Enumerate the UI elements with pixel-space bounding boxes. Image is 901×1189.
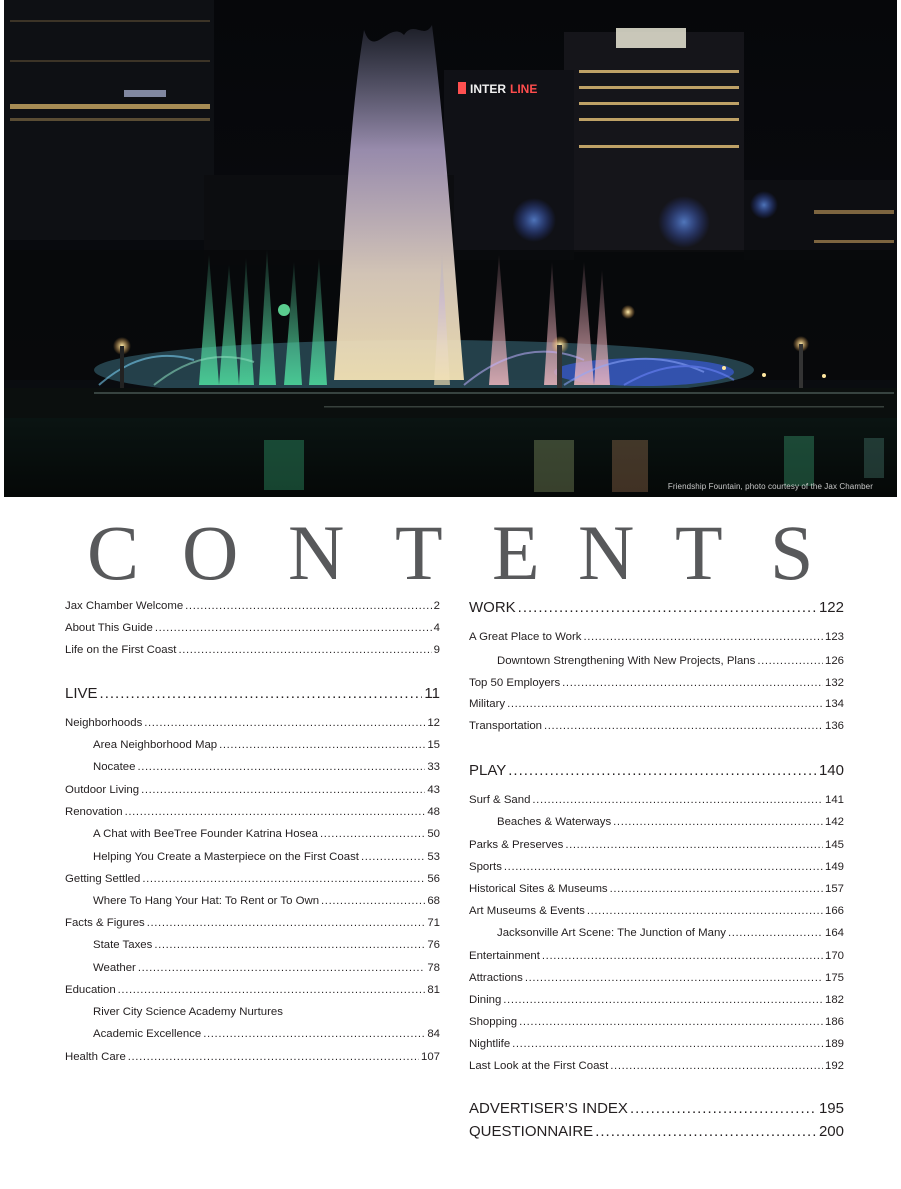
toc-section-heading[interactable]: WORK ..... 122 — [469, 598, 844, 618]
toc-entry[interactable]: Transportation ..... 136 — [469, 718, 844, 734]
toc-subentry[interactable]: Downtown Strengthening With New Projects, Plans ..... 126 — [469, 653, 844, 669]
toc-entry[interactable]: Last Look at the First Coast ..... 192 — [469, 1058, 844, 1074]
toc-entry[interactable]: Attractions ..... 175 — [469, 970, 844, 986]
toc-subentry[interactable]: Jacksonville Art Scene: The Junction of Many ..... 164 — [469, 925, 844, 941]
toc-subentry[interactable]: River City Science Academy Nurtures — [93, 1006, 283, 1018]
fountain-night-photo — [4, 0, 897, 497]
title-letter: O — [182, 509, 239, 596]
toc-entry[interactable]: Health Care ..... 107 — [65, 1049, 440, 1065]
toc-subentry[interactable]: Beaches & Waterways ..... 142 — [469, 814, 844, 830]
title-letter: T — [675, 509, 723, 596]
toc-subentry[interactable]: Helping You Create a Masterpiece on the First Coast ..... 53 — [65, 849, 440, 865]
toc-subentry[interactable]: Area Neighborhood Map ..... 15 — [65, 737, 440, 753]
toc-entry[interactable]: Top 50 Employers ..... 132 — [469, 675, 844, 691]
toc-subentry[interactable]: A Chat with BeeTree Founder Katrina Hosea ..... 50 — [65, 826, 440, 842]
toc-entry[interactable]: About This Guide ..... 4 — [65, 620, 440, 636]
title-letter: E — [492, 509, 540, 596]
toc-entry[interactable]: Renovation ..... 48 — [65, 804, 440, 820]
toc-entry[interactable]: Outdoor Living ..... 43 — [65, 782, 440, 798]
toc-section-heading[interactable]: PLAY ..... 140 — [469, 761, 844, 781]
photo-caption: Friendship Fountain, photo courtesy of the Jax Chamber — [667, 482, 873, 491]
toc-entry[interactable]: Sports ..... 149 — [469, 859, 844, 875]
toc-entry[interactable]: Getting Settled ..... 56 — [65, 871, 440, 887]
title-letter: N — [288, 509, 345, 596]
toc-entry[interactable]: Art Museums & Events ..... 166 — [469, 903, 844, 919]
toc-subentry[interactable]: Nocatee ..... 33 — [65, 759, 440, 775]
toc-entry[interactable]: Facts & Figures ..... 71 — [65, 915, 440, 931]
toc-section-heading[interactable]: ADVERTISER’S INDEX ..... 195 — [469, 1099, 844, 1119]
title-letter: T — [395, 509, 443, 596]
toc-entry[interactable]: Jax Chamber Welcome ..... 2 — [65, 598, 440, 614]
toc-entry[interactable]: Shopping ..... 186 — [469, 1014, 844, 1030]
sign-text-inter: INTER — [470, 82, 506, 96]
title-letter: N — [578, 509, 635, 596]
toc-subentry[interactable]: Academic Excellence ..... 84 — [65, 1026, 440, 1042]
page-title — [0, 508, 901, 598]
toc-subentry[interactable]: Weather ..... 78 — [65, 960, 440, 976]
title-letter: S — [770, 509, 814, 596]
toc-entry[interactable]: Dining ..... 182 — [469, 992, 844, 1008]
toc-subentry[interactable]: Where To Hang Your Hat: To Rent or To Own ..... 68 — [65, 893, 440, 909]
title-letter: C — [87, 509, 140, 596]
hero-photo — [4, 0, 897, 497]
toc-entry[interactable]: Parks & Preserves ..... 145 — [469, 837, 844, 853]
toc-entry[interactable]: Historical Sites & Museums ..... 157 — [469, 881, 844, 897]
toc-entry[interactable]: Education ..... 81 — [65, 982, 440, 998]
toc-section-heading[interactable]: LIVE ..... 11 — [65, 684, 440, 704]
toc-entry[interactable]: Surf & Sand ..... 141 — [469, 792, 844, 808]
toc-entry[interactable]: Life on the First Coast ..... 9 — [65, 642, 440, 658]
toc-entry[interactable]: Military ..... 134 — [469, 696, 844, 712]
toc-entry[interactable]: A Great Place to Work ..... 123 — [469, 629, 844, 645]
toc-entry[interactable]: Entertainment ..... 170 — [469, 948, 844, 964]
toc-section-heading[interactable]: QUESTIONNAIRE ..... 200 — [469, 1122, 844, 1142]
toc-entry[interactable]: Nightlife ..... 189 — [469, 1036, 844, 1052]
sign-text-line: LINE — [510, 82, 538, 96]
toc-subentry[interactable]: State Taxes ..... 76 — [65, 937, 440, 953]
toc-entry[interactable]: Neighborhoods ..... 12 — [65, 715, 440, 731]
